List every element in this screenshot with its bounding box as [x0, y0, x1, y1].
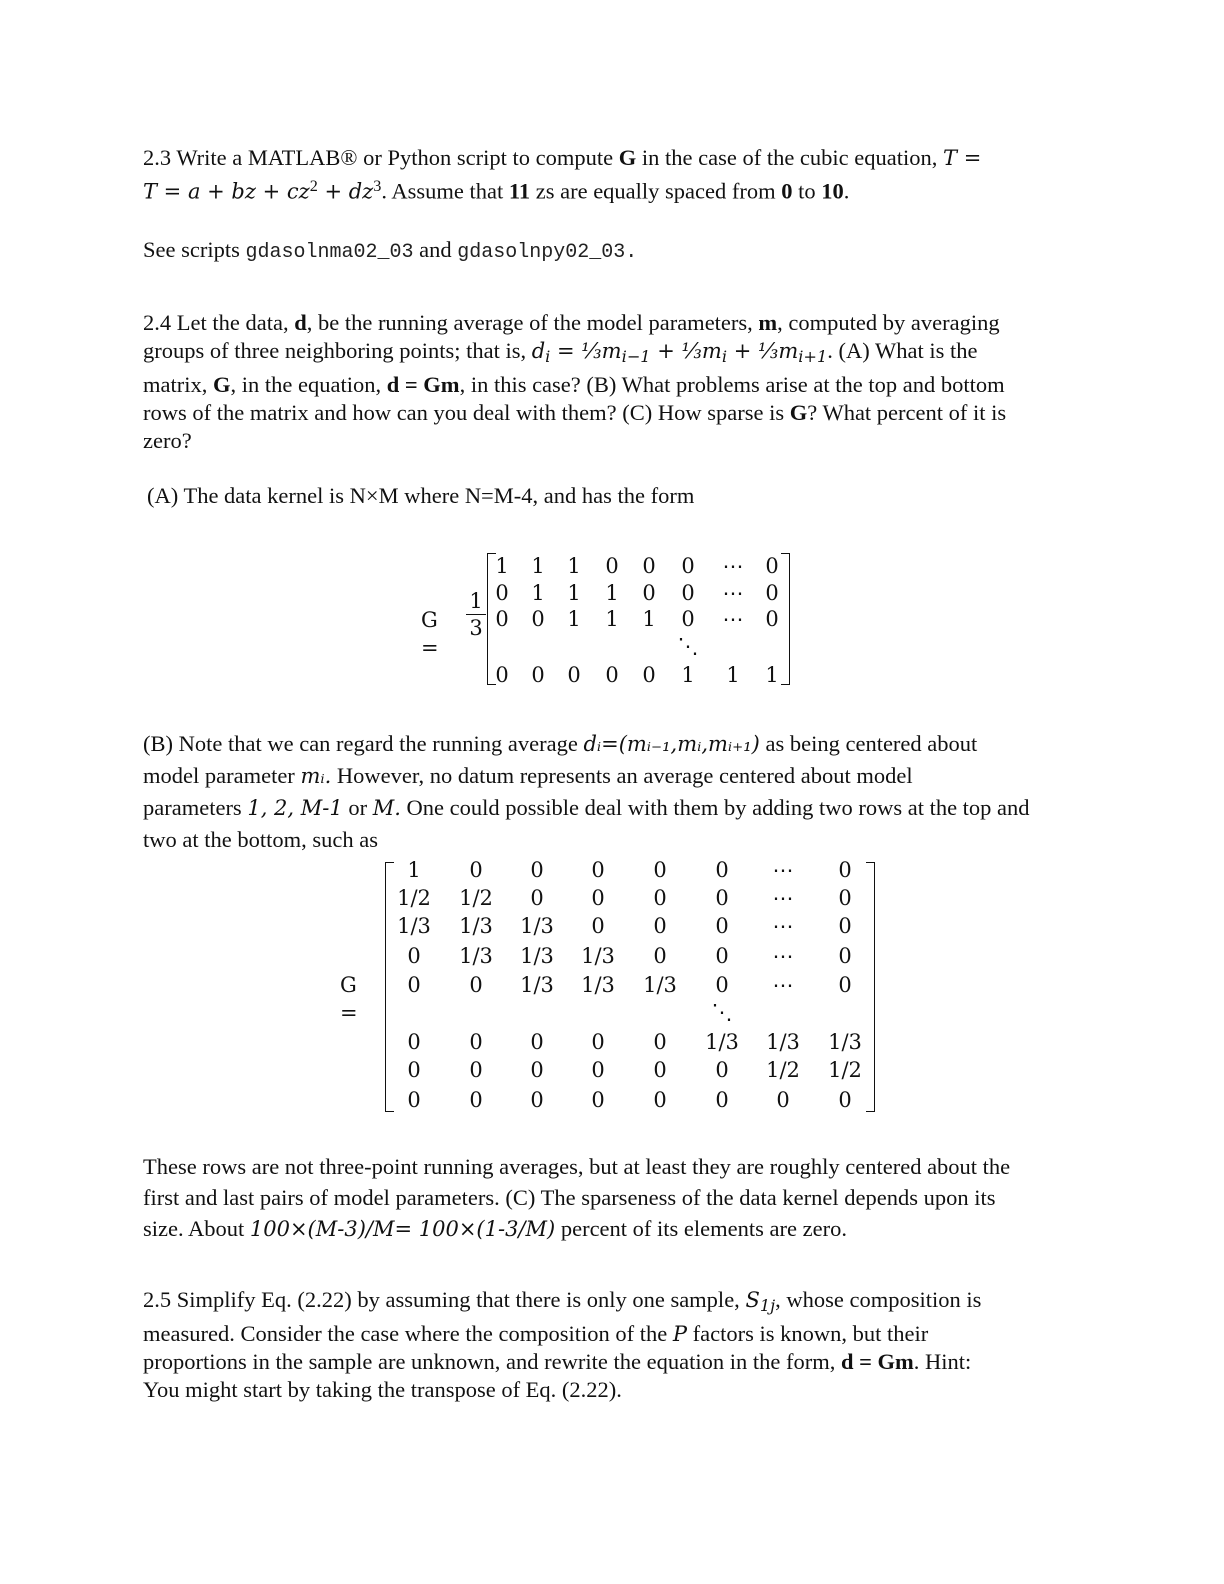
- matrix2-cell: 0: [591, 1058, 605, 1082]
- matrix1-cell: 0: [567, 663, 581, 687]
- problem-2-4-line3: matrix, G, in the equation, d = Gm, in this case? (B) What problems arise at the top and bottom: [143, 372, 1005, 398]
- matrix2-cell: 1/3: [581, 944, 615, 968]
- matrix2-cell: 1/3: [766, 1030, 800, 1054]
- matrix1-cell: 1: [726, 663, 740, 687]
- script-name-matlab: gdasolnma02_03: [245, 241, 414, 264]
- matrix2-cell: 0: [407, 1030, 421, 1054]
- matrix1-cell: 0: [495, 607, 509, 631]
- matrix1-cell: 1: [531, 554, 545, 578]
- matrix2-cell: 0: [469, 1088, 483, 1112]
- matrix1-cell: 0: [642, 554, 656, 578]
- matrix2-cell: 0: [407, 944, 421, 968]
- problem-2-5: [143, 1286, 1073, 1404]
- matrix2-cell: 1: [407, 858, 421, 882]
- part-c: [143, 1151, 1073, 1245]
- matrix2-cell: 0: [653, 1030, 667, 1054]
- matrix2-cell: 0: [530, 1030, 544, 1054]
- script-name-python: gdasolnpy02_03: [457, 241, 626, 264]
- matrix-1-fraction: 1 3: [466, 589, 486, 640]
- part-b-line3: parameters 1, 2, M-1 or M. One could possible deal with them by adding two rows at the top and: [143, 795, 1030, 820]
- part-a: (A) The data kernel is N×M where N=M-4, and has the form: [147, 483, 695, 508]
- scripts-line: See scripts gdasolnma02_03 and gdasolnpy02_03.: [143, 237, 638, 264]
- matrix2-cell: 0: [530, 886, 544, 910]
- matrix2-cell: 0: [838, 973, 852, 997]
- matrix2-cell: ⋯: [772, 886, 794, 910]
- problem-2-4: [143, 309, 1073, 455]
- part-c-line3: size. About 100×(M-3)/M= 100×(1-3/M) percent of its elements are zero.: [143, 1216, 847, 1241]
- matrix2-cell: 1/3: [520, 944, 554, 968]
- eq-T: T =: [943, 146, 982, 170]
- matrix2-cell: 0: [653, 886, 667, 910]
- matrix1-cell: 0: [531, 663, 545, 687]
- matrix1-cell: 1: [567, 581, 581, 605]
- matrix1-cell: 1: [605, 581, 619, 605]
- problem-2-5-line4: You might start by taking the transpose of Eq. (2.22).: [143, 1377, 622, 1403]
- matrix1-cell: 0: [642, 581, 656, 605]
- matrix2-cell: 0: [591, 858, 605, 882]
- matrix1-cell: 0: [681, 581, 695, 605]
- matrix2-cell: ⋯: [772, 858, 794, 882]
- matrix2-cell: 0: [653, 1088, 667, 1112]
- matrix2-cell: 0: [591, 914, 605, 938]
- matrix2-cell: 0: [591, 1088, 605, 1112]
- matrix1-cell: ⋯: [722, 607, 744, 631]
- matrix2-cell: 0: [715, 886, 729, 910]
- matrix2-cell: 0: [838, 914, 852, 938]
- matrix1-cell: 0: [642, 663, 656, 687]
- problem-2-4-line2: groups of three neighboring points; that is, $d_i$ = $\frac{1}{3}m_{i-1}$ + $\frac{1}{3}m_i$ + $\frac{1}{3}m_{i+1}$. (A) What is the: [143, 338, 978, 367]
- matrix2-cell: 0: [653, 914, 667, 938]
- matrix2-cell: 0: [407, 973, 421, 997]
- matrix2-cell: 0: [715, 1088, 729, 1112]
- matrix1-cell: 1: [605, 607, 619, 631]
- matrix2-cell: 0: [591, 886, 605, 910]
- matrix2-cell: 1/3: [520, 914, 554, 938]
- problem-2-5-line3: proportions in the sample are unknown, and rewrite the equation in the form, d = Gm. Hint:: [143, 1349, 972, 1375]
- matrix2-cell: 0: [469, 1058, 483, 1082]
- problem-2-3: [143, 144, 1073, 205]
- part-c-line1: These rows are not three-point running averages, but at least they are roughly centered about the: [143, 1154, 1011, 1179]
- matrix2-cell: 0: [530, 1088, 544, 1112]
- problem-2-3-line1: 2.3 Write a MATLAB® or Python script to compute G in the case of the cubic equation, T =: [143, 145, 982, 170]
- matrix2-cell: 1/2: [459, 886, 493, 910]
- matrix2-cell: 0: [530, 1058, 544, 1082]
- matrix2-cell: ⋱: [711, 1000, 733, 1024]
- matrix2-cell: 0: [715, 914, 729, 938]
- matrix1-cell: 0: [495, 581, 509, 605]
- part-b-line1: (B) Note that we can regard the running average dᵢ=(mᵢ₋₁,mᵢ,mᵢ₊₁) as being centered about: [143, 731, 978, 756]
- matrix2-cell: 0: [838, 944, 852, 968]
- problem-2-4-line4: rows of the matrix and how can you deal with them? (C) How sparse is G? What percent of it is: [143, 400, 1007, 426]
- part-b-line2: model parameter mᵢ. However, no datum represents an average centered about model: [143, 763, 913, 788]
- matrix2-cell: 0: [469, 973, 483, 997]
- matrix2-cell: 1/3: [643, 973, 677, 997]
- matrix2-cell: 0: [407, 1088, 421, 1112]
- matrix2-cell: 0: [838, 858, 852, 882]
- matrix1-cell: 1: [642, 607, 656, 631]
- matrix1-cell: ⋱: [677, 634, 699, 658]
- matrix2-cell: 1/3: [581, 973, 615, 997]
- matrix2-cell: 1/3: [459, 944, 493, 968]
- matrix1-cell: 1: [567, 554, 581, 578]
- problem-2-4-line1: 2.4 Let the data, d, be the running average of the model parameters, m, computed by averaging: [143, 310, 1000, 335]
- part-c-line2: first and last pairs of model parameters. (C) The sparseness of the data kernel depends upon its: [143, 1185, 996, 1210]
- problem-2-4-line5: zero?: [143, 428, 192, 454]
- problem-2-5-line1: 2.5 Simplify Eq. (2.22) by assuming that there is only one sample, $S_{1j}$, whose composition is: [143, 1287, 982, 1316]
- matrix1-cell: 0: [681, 607, 695, 631]
- matrix2-cell: 1/3: [828, 1030, 862, 1054]
- matrix2-cell: 1/3: [520, 973, 554, 997]
- matrix2-cell: 1/2: [397, 886, 431, 910]
- matrix2-cell: 0: [591, 1030, 605, 1054]
- matrix1-cell: 1: [495, 554, 509, 578]
- matrix1-cell: 0: [605, 554, 619, 578]
- matrix1-cell: 0: [495, 663, 509, 687]
- matrix2-cell: 0: [530, 858, 544, 882]
- matrix2-cell: ⋯: [772, 944, 794, 968]
- matrix1-cell: 1: [531, 581, 545, 605]
- matrix2-cell: 0: [407, 1058, 421, 1082]
- matrix2-cell: ⋯: [772, 973, 794, 997]
- matrix2-cell: 1/2: [828, 1058, 862, 1082]
- matrix1-cell: 0: [605, 663, 619, 687]
- matrix1-cell: 0: [765, 581, 779, 605]
- matrix2-cell: 0: [776, 1088, 790, 1112]
- matrix2-cell: 0: [838, 886, 852, 910]
- matrix1-cell: 1: [567, 607, 581, 631]
- matrix2-cell: 0: [715, 944, 729, 968]
- matrix2-cell: 0: [653, 1058, 667, 1082]
- part-b-line4: two at the bottom, such as: [143, 827, 378, 852]
- matrix1-cell: ⋯: [722, 554, 744, 578]
- matrix1-cell: 1: [765, 663, 779, 687]
- matrix2-cell: ⋯: [772, 914, 794, 938]
- matrix2-cell: 0: [715, 858, 729, 882]
- matrix1-cell: 1: [681, 663, 695, 687]
- matrix2-cell: 0: [715, 973, 729, 997]
- matrix2-cell: 0: [469, 858, 483, 882]
- matrix2-cell: 0: [838, 1088, 852, 1112]
- matrix1-cell: 0: [531, 607, 545, 631]
- matrix2-cell: 0: [653, 944, 667, 968]
- matrix1-cell: 0: [765, 554, 779, 578]
- matrix2-cell: 0: [715, 1058, 729, 1082]
- matrix2-cell: 1/2: [766, 1058, 800, 1082]
- matrix1-cell: ⋯: [722, 581, 744, 605]
- matrix2-cell: 1/3: [705, 1030, 739, 1054]
- matrix-2-label: G =: [340, 973, 358, 1025]
- matrix1-cell: 0: [765, 607, 779, 631]
- matrix2-cell: 0: [469, 1030, 483, 1054]
- matrix2-cell: 0: [653, 858, 667, 882]
- matrix1-cell: 0: [681, 554, 695, 578]
- matrix2-cell: 1/3: [459, 914, 493, 938]
- problem-2-3-line2: T = a + bz + $cz^2 + dz^3$. Assume that 11 zs are equally spaced from 0 to 10.: [143, 177, 850, 204]
- part-b: [143, 728, 1073, 856]
- matrix-1-label: G =: [421, 608, 439, 660]
- matrix2-cell: 1/3: [397, 914, 431, 938]
- G-symbol: G: [618, 145, 637, 170]
- problem-2-5-line2: measured. Consider the case where the composition of the P factors is known, but their: [143, 1321, 929, 1347]
